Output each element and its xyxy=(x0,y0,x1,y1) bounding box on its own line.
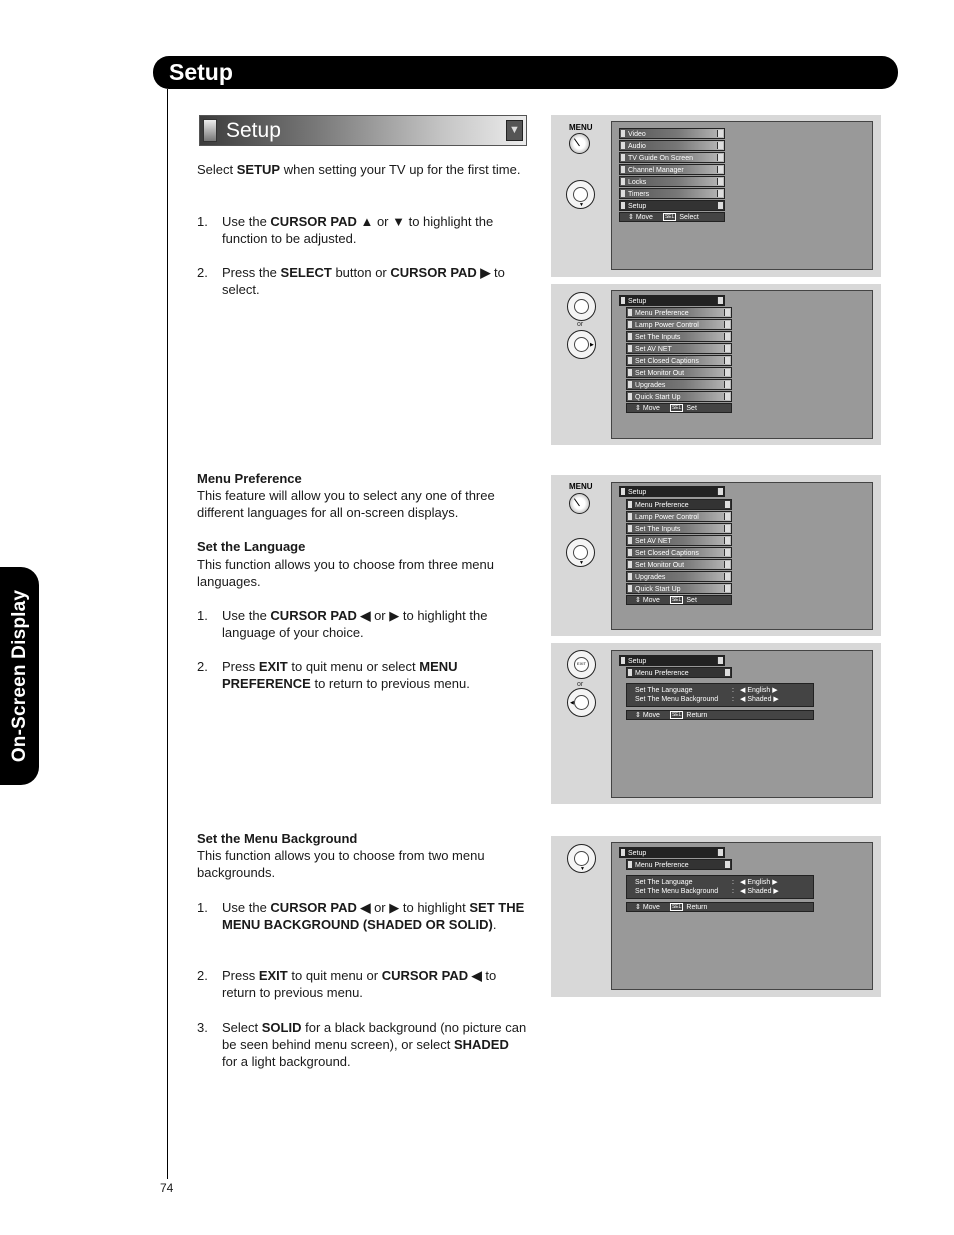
background-step-1: 1. Use the CURSOR PAD ◀ or ▶ to highlight SET THE MENU BACKGROUND (SHADED OR SOLID). xyxy=(197,900,525,932)
setup-title-osd xyxy=(619,847,725,859)
cursor-pad-icon: ▼ xyxy=(567,844,596,873)
osd-item-monitor-out: Set Monitor Out xyxy=(626,367,732,378)
tv-screen xyxy=(611,482,873,630)
option-language: Set The Language : ◀ English ▶ xyxy=(635,687,778,694)
osd-item-av-net: Set AV NET xyxy=(626,343,732,354)
language-step-2: 2. Press EXIT to quit menu or select MENU PREFERENCE to return to previous menu. xyxy=(197,659,470,691)
osd-menu-preference-title: Menu Preference xyxy=(626,859,732,870)
main-menu-osd xyxy=(619,128,725,222)
sel-key-icon: SEL xyxy=(664,214,675,220)
osd-item-audio: Audio xyxy=(619,140,725,151)
osd-item-menu-preference: Menu Preference xyxy=(626,499,732,510)
osd-footer: ⇕ Move SEL Return xyxy=(626,710,814,720)
setup-menu-osd xyxy=(626,307,732,413)
osd-item-lamp-power: Lamp Power Control xyxy=(626,511,732,522)
osd-footer: ⇕ Move SEL Return xyxy=(626,902,814,912)
side-tab-label: On-Screen Display xyxy=(8,589,30,763)
tv-screen xyxy=(611,650,873,798)
select-button-icon xyxy=(567,292,596,321)
menu-preference-heading: Menu Preference xyxy=(197,471,302,486)
language-step-1: 1. Use the CURSOR PAD ◀ or ▶ to highlight the language of your choice. xyxy=(197,608,488,640)
osd-item-video: Video xyxy=(619,128,725,139)
intro-step-2: 2. Press the SELECT button or CURSOR PAD ▶ to select. xyxy=(197,265,505,297)
osd-item-set-inputs: Set The Inputs xyxy=(626,523,732,534)
cursor-pad-icon: ◀ xyxy=(567,688,596,717)
sel-key-icon: SEL xyxy=(671,597,682,603)
menu-preference-paragraph: This feature will allow you to select any one of three different languages for all on-screen displays. xyxy=(197,488,495,520)
section-title: Setup xyxy=(226,119,281,142)
osd-item-tv-guide: TV Guide On Screen xyxy=(619,152,725,163)
option-language: Set The Language : ◀ English ▶ xyxy=(635,879,778,886)
tv-screen xyxy=(611,290,873,439)
cursor-pad-icon: ▼ xyxy=(566,538,595,567)
chevron-down-icon: ▼ xyxy=(506,120,523,141)
osd-footer: ⇕ Move SEL Set xyxy=(626,595,732,605)
screen-panel-main-menu xyxy=(551,115,881,277)
osd-item-closed-captions: Set Closed Captions xyxy=(626,547,732,558)
menu-button-icon xyxy=(569,493,590,514)
setup-menu-osd xyxy=(626,499,732,605)
menu-button-icon xyxy=(569,133,590,154)
osd-item-av-net: Set AV NET xyxy=(626,535,732,546)
osd-item-upgrades: Upgrades xyxy=(626,379,732,390)
screen-panel-setup-preference xyxy=(551,475,881,636)
osd-footer: ⇕ Move SEL Set xyxy=(626,403,732,413)
sel-key-icon: SEL xyxy=(671,904,682,910)
setup-title-osd xyxy=(619,486,725,498)
set-language-heading: Set the Language xyxy=(197,539,306,554)
osd-item-quick-start: Quick Start Up xyxy=(626,583,732,594)
menu-button-label: MENU xyxy=(569,482,593,491)
cursor-pad-icon: ▼ xyxy=(566,180,595,209)
osd-item-set-inputs: Set The Inputs xyxy=(626,331,732,342)
pref-title-osd xyxy=(626,667,732,679)
page-number: 74 xyxy=(160,1181,174,1195)
option-background: Set The Menu Background : ◀ Shaded ▶ xyxy=(635,696,779,703)
preference-options xyxy=(626,875,814,899)
set-language-paragraph: This function allows you to choose from three menu languages. xyxy=(197,557,494,589)
osd-item-monitor-out: Set Monitor Out xyxy=(626,559,732,570)
menu-background-paragraph: This function allows you to choose from two menu backgrounds. xyxy=(197,848,485,880)
page-rule xyxy=(167,89,168,1179)
osd-item-menu-preference: Menu Preference xyxy=(626,307,732,318)
menu-background-heading: Set the Menu Background xyxy=(197,831,358,846)
or-label: or xyxy=(577,321,584,328)
intro-paragraph: Select SETUP when setting your TV up for the first time. xyxy=(197,162,521,177)
intro-step-1: 1. Use the CURSOR PAD ▲ or ▼ to highlight the function to be adjusted. xyxy=(197,214,494,246)
sel-key-icon: SEL xyxy=(671,712,682,718)
preference-detail-osd xyxy=(626,683,814,720)
sel-key-icon: SEL xyxy=(671,405,682,411)
background-step-2: 2. Press EXIT to quit menu or CURSOR PAD ◀ to return to previous menu. xyxy=(197,968,497,1000)
osd-setup-title: Setup xyxy=(619,655,725,666)
tv-screen xyxy=(611,121,873,270)
screen-panel-menu-background xyxy=(551,836,881,997)
menu-button-label: MENU xyxy=(569,123,593,132)
preference-options xyxy=(626,683,814,707)
preference-detail-osd xyxy=(626,875,814,912)
exit-button-icon xyxy=(567,650,596,679)
osd-item-closed-captions: Set Closed Captions xyxy=(626,355,732,366)
osd-setup-title: Setup xyxy=(619,847,725,858)
osd-item-quick-start: Quick Start Up xyxy=(626,391,732,402)
osd-item-timers: Timers xyxy=(619,188,725,199)
option-background: Set The Menu Background : ◀ Shaded ▶ xyxy=(635,888,779,895)
side-tab xyxy=(0,567,39,785)
osd-setup-title: Setup xyxy=(619,486,725,497)
background-step-3: 3. Select SOLID for a black background (no picture can be seen behind menu screen), or select SHADED for a light background. xyxy=(197,1020,527,1069)
tv-screen xyxy=(611,842,873,990)
setup-title-osd xyxy=(619,655,725,667)
section-title-bar xyxy=(199,115,527,146)
setup-title-osd xyxy=(619,295,725,307)
osd-item-upgrades: Upgrades xyxy=(626,571,732,582)
osd-menu-preference-title: Menu Preference xyxy=(626,667,732,678)
screen-panel-menu-preference xyxy=(551,643,881,804)
osd-item-channel-manager: Channel Manager xyxy=(619,164,725,175)
osd-item-locks: Locks xyxy=(619,176,725,187)
pref-title-osd xyxy=(626,859,732,871)
cursor-pad-icon: ▶ xyxy=(567,330,596,359)
osd-footer: ⇕ Move SEL Select xyxy=(619,212,725,222)
screen-panel-setup-menu xyxy=(551,284,881,445)
osd-item-setup: Setup xyxy=(619,200,725,211)
header-title: Setup xyxy=(169,59,233,85)
or-label: or xyxy=(577,681,584,688)
osd-item-lamp-power: Lamp Power Control xyxy=(626,319,732,330)
osd-setup-title: Setup xyxy=(619,295,725,306)
section-bar-tab xyxy=(203,119,217,142)
page-header xyxy=(153,56,898,89)
